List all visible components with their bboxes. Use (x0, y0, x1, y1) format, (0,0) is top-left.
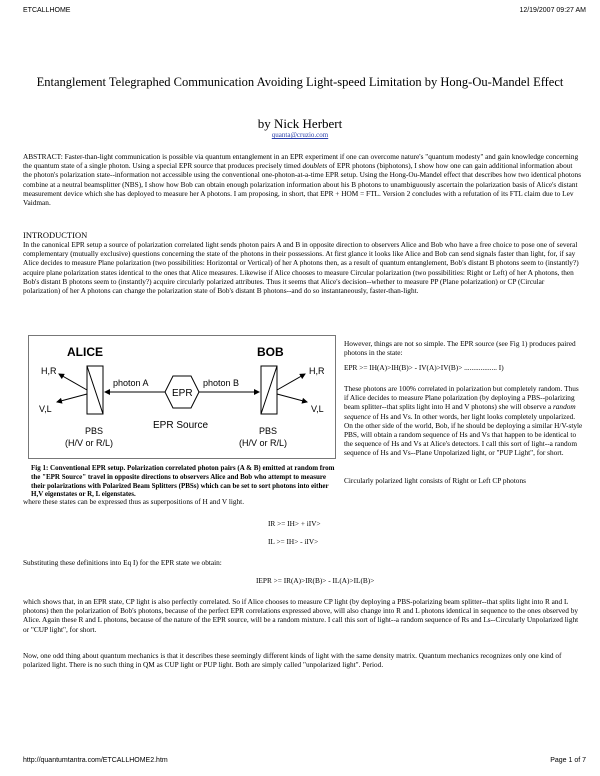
bob-pbs-shape (261, 366, 277, 414)
body-para-3: which shows that, in an EPR state, CP light is also perfectly correlated. So if Alice chooses to measure CP light (by deploying a PBS-polarizing beam splitter--that splits light into R and L photons) then the polarization of Bob's photons, because of the perfect EPR correlations expressed above, will also change into R and L photons identical in sequence to the ones observed by Alice. Again these R and L photons, because of the nature of the EPR source, will be a random mixture. I call this sort of light--a random sequence of Rs and Ls--Circularly Unpolarized light or "CUP light", for short. (23, 597, 579, 634)
bob-pbs-label: PBS (259, 426, 278, 436)
photon-a-label: photon A (113, 378, 149, 388)
figure-1 (28, 335, 336, 459)
right-col-para-2a: These photons are 100% correlated in polarization but completely random. Thus if Alice decides to measure Plane polarization (by deploying a PBS--polarizing beam splitter--that splits light into H and V photons) she will observe a (344, 384, 579, 412)
author: by Nick Herbert (257, 116, 343, 131)
footer-url[interactable]: http://quantumtantra.com/ETCALLHOME2.htm (23, 757, 168, 764)
bob-vl-label: V,L (311, 404, 324, 414)
abstract-text: : Faster-than-light communication is possible via quantum entanglement in an EPR experiment if one can overcome nature's "quantum modesty" and gain knowledge concerning the quantum state of a single photon. Using a special EPR source that produces precisely timed (23, 152, 579, 171)
document-title: Entanglement Telegraphed Communication Avoiding Light-speed Limitation by Hong-Ou-Mandel Effect (36, 75, 564, 89)
bob-pbs-sub: (H/V or R/L) (239, 438, 288, 448)
footer-page: Page 1 of 7 (550, 757, 586, 764)
photon-b-label: photon B (203, 378, 240, 388)
alice-vl-label: V,L (39, 404, 52, 414)
alice-label: ALICE (67, 345, 103, 359)
body-para-1: where these states can be expressed thus as superpositions of H and V light. (23, 497, 245, 506)
bob-vl-output (277, 394, 307, 402)
epr-source-label: EPR Source (153, 420, 209, 431)
figure-caption: Fig 1: Conventional EPR setup. Polarization correlated photon pairs (A & B) emitted at random from the "EPR Source" travel in opposite directions to observers Alice and Bob who attempt to measure their polarizations with Polarized Beam Splitters (PBSs) which can be set to sort photons into either H,V eigenstates or R, L eigenstates. (31, 464, 335, 499)
body-para-4: Now, one odd thing about quantum mechanics is that it describes these seemingly different kinds of light with the same density matrix. Quantum mechanics recognizes only one kind of polarized light. There is no such thing in QM as CUP light or PUP light. Both are simply called "unpolarized light". Period. (23, 651, 562, 670)
right-col-emphasis: random sequence (344, 402, 576, 421)
author-email-link[interactable]: quanta@cruzio.com (271, 131, 329, 139)
right-col-equation: EPR >= IH(A)>IH(B)> - IV(A)>IV(B)> .................. I) (344, 363, 504, 372)
abstract (23, 152, 583, 207)
abstract-label: ABSTRACT (23, 152, 61, 161)
alice-pbs-sub: (H/V or R/L) (65, 438, 114, 448)
abstract-emphasis: doublets (302, 161, 328, 171)
bob-label: BOB (257, 345, 284, 359)
alice-hr-output (59, 374, 87, 390)
intro-paragraph: In the canonical EPR setup a source of polarization correlated light sends photon pairs A and B in opposite direction to observers Alice and Bob who have a free choice to pose one of several complementary (mutually exclusive) questions concerning the state of the photons in their possessions. At first glance it looks like Alice and Bob can send signals faster than light, for, if say Alice decides to measure Plane polarization (two possibilities: Horizontal or Vertical) of her A photons then, as a result of quantum entanglement, Bob's distant B photons seem to (instantly?) acquire plane polarization states identical to the ones that Alice measures. Likewise if Alice chooses to measure Circular polarization (two possibilities: Right or Left) of her A photons, then Bob's distant B photons seem to (instantly?) acquire circularly polarized attributes. Thus it seems that Alice's decision--whether to measure PP (Plane polarization) or CP (Circular polarization) of her A photons can change the polarization state of Bob's distant B photons--and do so instantaneously, faster-than-light. (23, 240, 579, 296)
alice-vl-output (57, 394, 87, 402)
header-site: ETCALLHOME (23, 7, 71, 14)
bob-hr-label: H,R (309, 366, 325, 376)
equation-epr: IEPR >= IR(A)>IR(B)> - IL(A)>IL(B)> (256, 576, 375, 585)
equation-r: IR >= IH> + iIV> (268, 519, 321, 528)
alice-pbs-shape (87, 366, 103, 414)
epr-label: EPR (172, 388, 193, 399)
epr-setup-diagram (29, 336, 335, 458)
header-datetime: 12/19/2007 09:27 AM (519, 7, 586, 14)
abstract-text-2: of EPR photons (biphotons), I show how one can gain additional information about the photon's polarization state--information not accessible using the conventional one-photon-at-a-time EPR setup. Using the Hong-Ou-Mandel effect that describes how two identical photons combine at a neutral beamsplitter (NBS), I show how Bob can obtain enough polarization information about his B photons to unambiguously ascertain the polarization basis of Alice's distant measurement device which she has deployed to measure her A photons. I am proposing, in short, that EPR + HOM = FTL. Version 2 concludes with a refutation of its FTL claim due to Lev Vaidman. (23, 161, 582, 208)
right-col-para-3: Circularly polarized light consists of Right or Left CP photons (344, 476, 526, 485)
body-para-2: Substituting these definitions into Eq I) for the EPR state we obtain: (23, 558, 222, 567)
alice-pbs-label: PBS (85, 426, 104, 436)
section-heading: INTRODUCTION (23, 230, 88, 240)
right-col-para-2b: of Hs and Vs. In other words, her light looks completely unpolarized. On the other side of the world, Bob, if he should be deploying a similar H/V-style PBS, will obtain a random sequence of Hs and Vs that happen to be identical to the sequence of Hs and Vs at Alice's detectors. I call this sort of light--a random sequence of Hs and Vs--Plane Unpolarized light, or "PUP Light", for short. (344, 411, 583, 458)
alice-hr-label: H,R (41, 366, 57, 376)
right-col-para-1: However, things are not so simple. The EPR source (see Fig 1) produces paired photons in the state: (344, 339, 576, 358)
bob-hr-output (277, 374, 305, 390)
equation-l: IL >= IH> - iIV> (268, 537, 319, 546)
right-col-para-2 (344, 384, 584, 458)
